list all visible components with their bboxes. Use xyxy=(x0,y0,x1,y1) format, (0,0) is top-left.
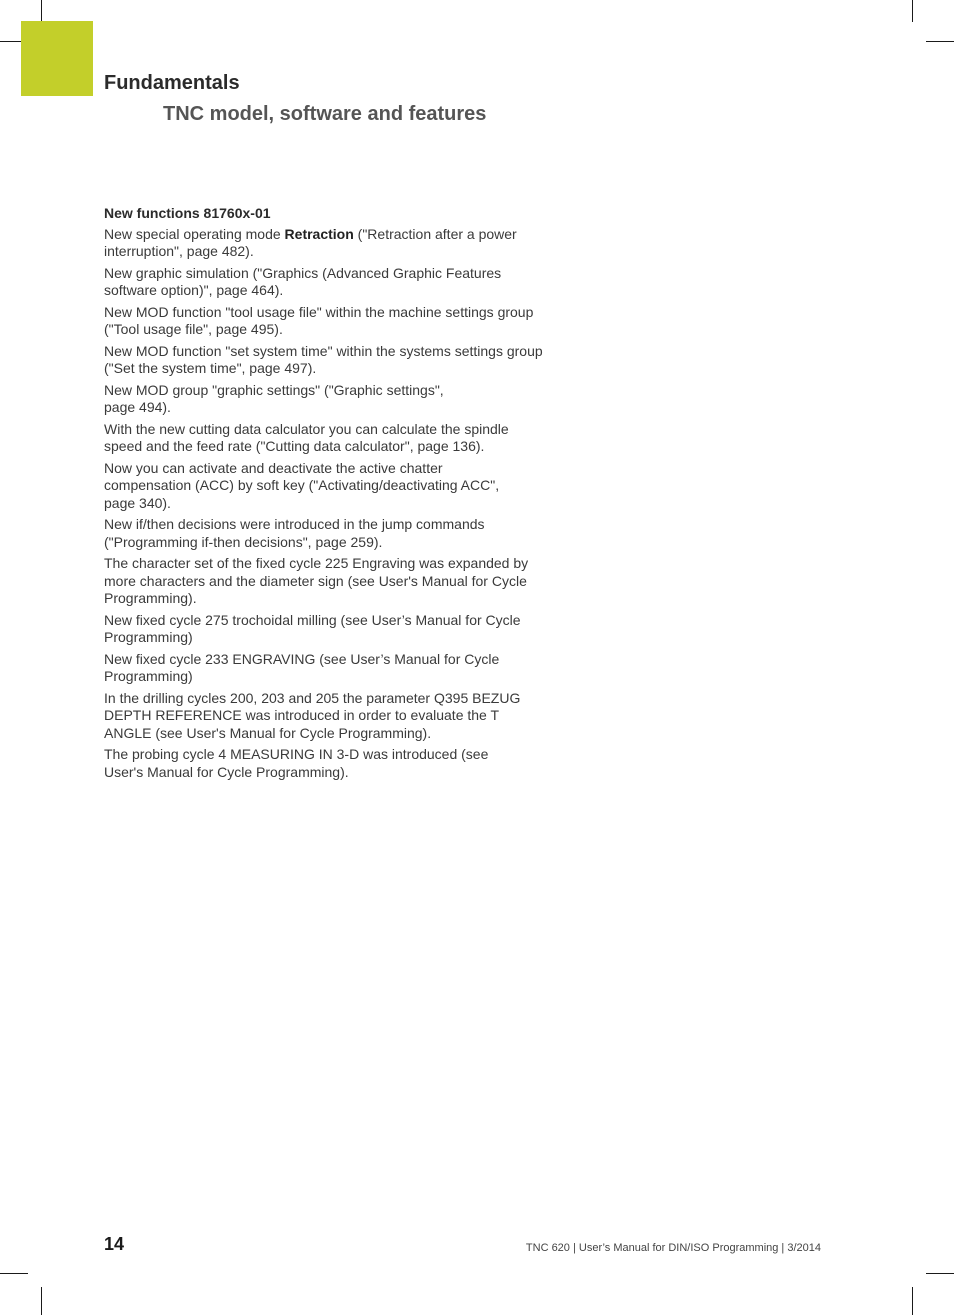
main-content xyxy=(104,205,544,785)
crop-mark-top-right-vertical xyxy=(912,0,913,22)
footer-text: TNC 620 | User’s Manual for DIN/ISO Programming | 3/2014 xyxy=(525,1242,821,1254)
crop-mark-bottom-left-horizontal xyxy=(0,1273,28,1274)
paragraph: The probing cycle 4 MEASURING IN 3-D was introduced (see User's Manual for Cycle Programming). xyxy=(104,746,489,780)
crop-mark-top-left-horizontal xyxy=(0,41,22,42)
content-heading: New functions 81760x-01 xyxy=(104,205,271,221)
paragraph: Now you can activate and deactivate the active chatter compensation (ACC) by soft key ("Activating/deactivating ACC", page 340). xyxy=(104,459,500,511)
paragraph: New MOD group "graphic settings" ("Graphic settings", page 494). xyxy=(104,381,444,415)
paragraph: New MOD function "tool usage file" within the machine settings group ("Tool usage file", page 495). xyxy=(104,303,534,337)
paragraph: The character set of the fixed cycle 225 Engraving was expanded by more characters and the diameter sign (see User's Manual for Cycle Programming). xyxy=(104,555,529,606)
crop-mark-bottom-left-vertical xyxy=(41,1287,42,1315)
page-number: 14 xyxy=(104,1234,125,1254)
paragraph: In the drilling cycles 200, 203 and 205 the parameter Q395 BEZUG DEPTH REFERENCE was introduced in order to evaluate the T ANGLE (see User's Manual for Cycle Programming). xyxy=(104,689,521,741)
crop-mark-top-left-vertical xyxy=(41,0,42,22)
paragraph-retraction xyxy=(104,226,544,261)
chapter-accent-block xyxy=(21,21,93,96)
paragraph-text: ("Retraction after a power interruption", page 482). xyxy=(104,225,517,259)
crop-mark-top-right-horizontal xyxy=(926,41,954,42)
paragraph: New if/then decisions were introduced in the jump commands ("Programming if-then decisions", page 259). xyxy=(104,516,485,550)
crop-mark-bottom-right-vertical xyxy=(912,1287,913,1315)
section-title: TNC model, software and features xyxy=(163,103,487,125)
crop-mark-bottom-right-horizontal xyxy=(926,1273,954,1274)
paragraph: With the new cutting data calculator you can calculate the spindle speed and the feed rate ("Cutting data calculator", page 136). xyxy=(104,420,509,454)
chapter-title: Fundamentals xyxy=(104,72,240,94)
paragraph: New fixed cycle 275 trochoidal milling (see User’s Manual for Cycle Programming) xyxy=(104,611,521,645)
paragraph: New MOD function "set system time" within the systems settings group ("Set the system time", page 497). xyxy=(104,342,543,376)
paragraph-text: New special operating mode xyxy=(104,225,285,242)
paragraph: New fixed cycle 233 ENGRAVING (see User’s Manual for Cycle Programming) xyxy=(104,650,500,684)
paragraph: New graphic simulation ("Graphics (Advanced Graphic Features software option)", page 464). xyxy=(104,264,502,298)
paragraph-bold-term: Retraction xyxy=(284,225,354,242)
